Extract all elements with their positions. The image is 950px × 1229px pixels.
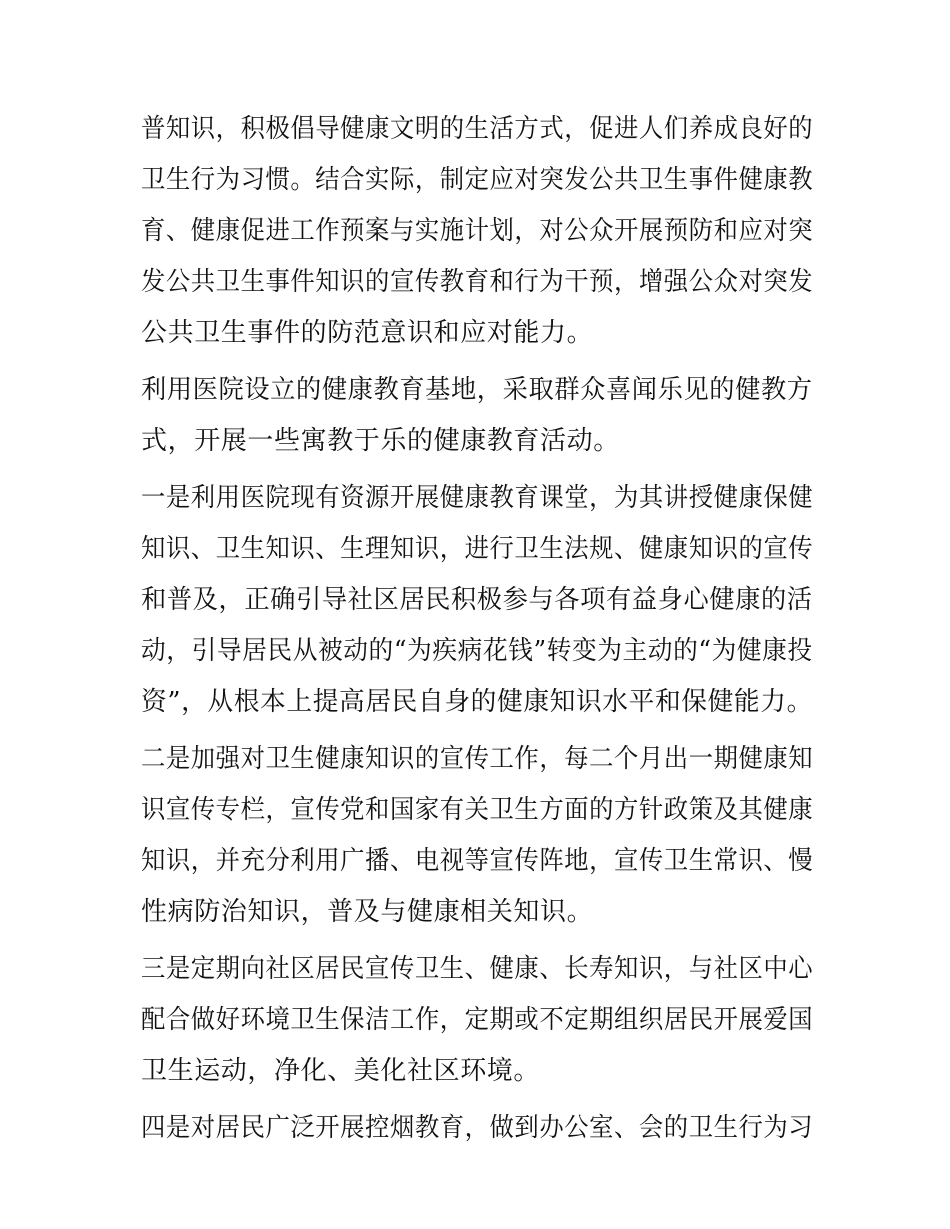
paragraph-item-two [141, 734, 813, 938]
text-line: 配合做好环境卫生保洁工作，定期或不定期组织居民开展爱国 [141, 1005, 814, 1035]
document-body [141, 104, 813, 1154]
text-line: 识宣传专栏，宣传党和国家有关卫生方面的方针政策及其健康 [141, 795, 814, 825]
paragraph-item-four [141, 1103, 813, 1154]
text-line: 三是定期向社区居民宣传卫生、健康、长寿知识，与社区中心 [141, 954, 814, 984]
text-line: 知识、卫生知识、生理知识，进行卫生法规、健康知识的宣传 [141, 534, 814, 564]
text-line: 二是加强对卫生健康知识的宣传工作，每二个月出一期健康知 [141, 744, 814, 774]
text-line: 动，引导居民从被动的“为疾病花钱”转变为主动的“为健康投 [141, 636, 813, 666]
paragraph-item-one [141, 473, 813, 728]
paragraph-education-base [141, 365, 813, 467]
text-line: 卫生运动，净化、美化社区环境。 [141, 1056, 541, 1086]
text-line: 公共卫生事件的防范意识和应对能力。 [141, 318, 594, 348]
text-line: 性病防治知识，普及与健康相关知识。 [141, 897, 594, 927]
text-line: 育、健康促进工作预案与实施计划，对公众开展预防和应对突 [141, 216, 814, 246]
text-line: 式，开展一些寓教于乐的健康教育活动。 [141, 426, 620, 456]
text-line: 普知识，积极倡导健康文明的生活方式，促进人们养成良好的 [141, 114, 814, 144]
paragraph-item-three [141, 944, 813, 1097]
text-line: 卫生行为习惯。结合实际，制定应对突发公共卫生事件健康教 [141, 165, 814, 195]
paragraph-health-promotion [141, 104, 813, 359]
text-line: 发公共卫生事件知识的宣传教育和行为干预，增强公众对突发 [141, 267, 814, 297]
text-line: 利用医院设立的健康教育基地，采取群众喜闻乐见的健教方 [141, 375, 813, 405]
text-line: 一是利用医院现有资源开展健康教育课堂，为其讲授健康保健 [141, 483, 814, 513]
text-line: 知识，并充分利用广播、电视等宣传阵地，宣传卫生常识、慢 [141, 846, 814, 876]
text-line: 四是对居民广泛开展控烟教育，做到办公室、会的卫生行为习 [141, 1113, 814, 1143]
text-line: 和普及，正确引导社区居民积极参与各项有益身心健康的活 [141, 585, 813, 615]
text-line: 资”，从根本上提高居民自身的健康知识水平和保健能力。 [141, 687, 813, 717]
